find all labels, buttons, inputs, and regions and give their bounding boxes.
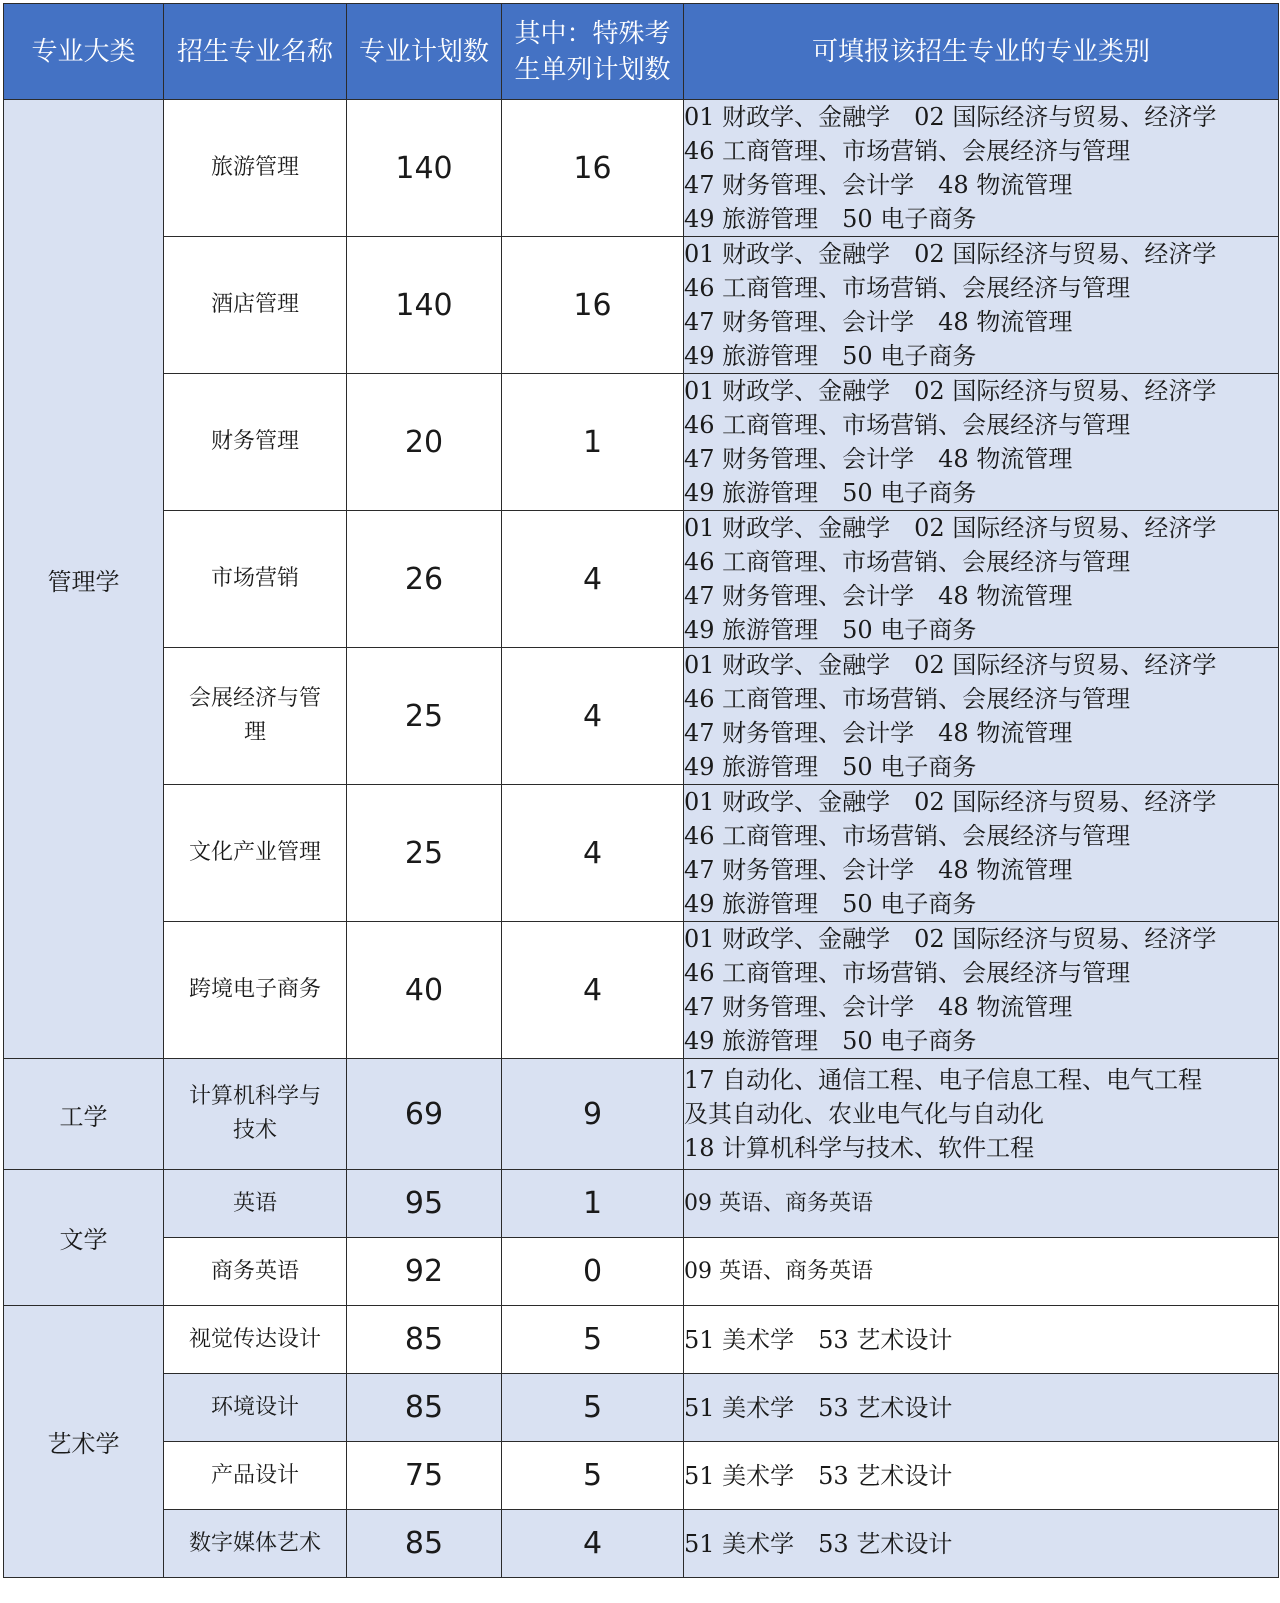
eligible-line: 47 财务管理、会计学 48 物流管理 <box>684 856 1073 884</box>
table-row <box>4 237 1279 374</box>
eligible-line: 49 旅游管理 50 电子商务 <box>684 342 977 370</box>
major-name: 文化产业管理 <box>164 785 347 922</box>
major-name-line2: 理 <box>243 720 266 745</box>
major-name: 旅游管理 <box>164 100 347 237</box>
plan-count: 40 <box>347 922 502 1059</box>
major-name: 产品设计 <box>164 1442 347 1510</box>
major-name: 跨境电子商务 <box>164 922 347 1059</box>
eligible-line: 01 财政学、金融学 02 国际经济与贸易、经济学 <box>684 514 1217 542</box>
plan-count: 69 <box>347 1059 502 1170</box>
eligible-line: 47 财务管理、会计学 48 物流管理 <box>684 582 1073 610</box>
eligible-categories: 51 美术学 53 艺术设计 <box>684 1306 1279 1374</box>
special-plan-count: 16 <box>502 100 684 237</box>
eligible-line: 46 工商管理、市场营销、会展经济与管理 <box>684 274 1131 302</box>
header-major-name: 招生专业名称 <box>164 4 347 100</box>
plan-count: 20 <box>347 374 502 511</box>
eligible-line: 47 财务管理、会计学 48 物流管理 <box>684 993 1073 1021</box>
eligible-categories <box>684 648 1279 785</box>
eligible-categories: 51 美术学 53 艺术设计 <box>684 1374 1279 1442</box>
eligible-categories: 09 英语、商务英语 <box>684 1170 1279 1238</box>
eligible-line: 01 财政学、金融学 02 国际经济与贸易、经济学 <box>684 240 1217 268</box>
special-plan-count: 1 <box>502 1170 684 1238</box>
eligible-line: 49 旅游管理 50 电子商务 <box>684 479 977 507</box>
eligible-categories <box>684 100 1279 237</box>
eligible-line: 及其自动化、农业电气化与自动化 <box>684 1100 1044 1128</box>
table-body <box>4 100 1279 1578</box>
header-special-line1: 其中：特殊考 <box>514 18 671 49</box>
special-plan-count: 4 <box>502 922 684 1059</box>
category-art: 艺术学 <box>4 1306 164 1578</box>
major-name: 市场营销 <box>164 511 347 648</box>
major-name: 财务管理 <box>164 374 347 511</box>
plan-count: 92 <box>347 1238 502 1306</box>
eligible-line: 47 财务管理、会计学 48 物流管理 <box>684 445 1073 473</box>
plan-count: 85 <box>347 1510 502 1578</box>
table-row <box>4 374 1279 511</box>
eligible-line: 47 财务管理、会计学 48 物流管理 <box>684 719 1073 747</box>
eligible-line: 46 工商管理、市场营销、会展经济与管理 <box>684 548 1131 576</box>
table-row <box>4 648 1279 785</box>
major-name: 商务英语 <box>164 1238 347 1306</box>
eligible-categories <box>684 1059 1279 1170</box>
table-row <box>4 1170 1279 1238</box>
major-name: 环境设计 <box>164 1374 347 1442</box>
major-name-line1: 计算机科学与 <box>188 1084 321 1109</box>
major-name: 数字媒体艺术 <box>164 1510 347 1578</box>
eligible-line: 17 自动化、通信工程、电子信息工程、电气工程 <box>684 1066 1203 1094</box>
eligible-line: 01 财政学、金融学 02 国际经济与贸易、经济学 <box>684 651 1217 679</box>
special-plan-count: 0 <box>502 1238 684 1306</box>
plan-count: 140 <box>347 237 502 374</box>
category-management: 管理学 <box>4 100 164 1059</box>
major-name-line2: 技术 <box>232 1118 277 1143</box>
major-name: 视觉传达设计 <box>164 1306 347 1374</box>
eligible-line: 01 财政学、金融学 02 国际经济与贸易、经济学 <box>684 103 1217 131</box>
table-header <box>4 4 1279 100</box>
eligible-line: 47 财务管理、会计学 48 物流管理 <box>684 308 1073 336</box>
eligible-line: 46 工商管理、市场营销、会展经济与管理 <box>684 959 1131 987</box>
eligible-categories <box>684 785 1279 922</box>
special-plan-count: 4 <box>502 648 684 785</box>
header-category: 专业大类 <box>4 4 164 100</box>
eligible-line: 01 财政学、金融学 02 国际经济与贸易、经济学 <box>684 788 1217 816</box>
table-row <box>4 1306 1279 1374</box>
table-row <box>4 511 1279 648</box>
eligible-categories: 51 美术学 53 艺术设计 <box>684 1510 1279 1578</box>
category-literature: 文学 <box>4 1170 164 1306</box>
eligible-line: 46 工商管理、市场营销、会展经济与管理 <box>684 685 1131 713</box>
table-row <box>4 1510 1279 1578</box>
eligible-line: 49 旅游管理 50 电子商务 <box>684 616 977 644</box>
special-plan-count: 5 <box>502 1306 684 1374</box>
special-plan-count: 16 <box>502 237 684 374</box>
plan-count: 85 <box>347 1306 502 1374</box>
eligible-categories <box>684 237 1279 374</box>
eligible-line: 49 旅游管理 50 电子商务 <box>684 753 977 781</box>
eligible-categories <box>684 922 1279 1059</box>
eligible-categories <box>684 511 1279 648</box>
eligible-categories: 51 美术学 53 艺术设计 <box>684 1442 1279 1510</box>
eligible-categories <box>684 374 1279 511</box>
eligible-line: 46 工商管理、市场营销、会展经济与管理 <box>684 822 1131 850</box>
eligible-line: 47 财务管理、会计学 48 物流管理 <box>684 171 1073 199</box>
eligible-line: 49 旅游管理 50 电子商务 <box>684 205 977 233</box>
special-plan-count: 5 <box>502 1442 684 1510</box>
table-row <box>4 1059 1279 1170</box>
major-name-line1: 会展经济与管 <box>188 686 321 711</box>
plan-count: 25 <box>347 648 502 785</box>
eligible-line: 01 财政学、金融学 02 国际经济与贸易、经济学 <box>684 925 1217 953</box>
major-name: 酒店管理 <box>164 237 347 374</box>
table-row <box>4 922 1279 1059</box>
special-plan-count: 9 <box>502 1059 684 1170</box>
header-row <box>4 4 1279 100</box>
special-plan-count: 1 <box>502 374 684 511</box>
plan-count: 95 <box>347 1170 502 1238</box>
plan-count: 26 <box>347 511 502 648</box>
table-row <box>4 785 1279 922</box>
category-engineering: 工学 <box>4 1059 164 1170</box>
header-eligible-categories: 可填报该招生专业的专业类别 <box>684 4 1279 100</box>
eligible-categories: 09 英语、商务英语 <box>684 1238 1279 1306</box>
table-row <box>4 100 1279 237</box>
plan-count: 75 <box>347 1442 502 1510</box>
eligible-line: 46 工商管理、市场营销、会展经济与管理 <box>684 137 1131 165</box>
table-row <box>4 1442 1279 1510</box>
header-special-plan <box>502 4 684 100</box>
plan-count: 140 <box>347 100 502 237</box>
eligible-line: 49 旅游管理 50 电子商务 <box>684 1027 977 1055</box>
plan-count: 85 <box>347 1374 502 1442</box>
table-row <box>4 1238 1279 1306</box>
major-name <box>164 1059 347 1170</box>
table-row <box>4 1374 1279 1442</box>
header-plan-count: 专业计划数 <box>347 4 502 100</box>
special-plan-count: 5 <box>502 1374 684 1442</box>
eligible-line: 46 工商管理、市场营销、会展经济与管理 <box>684 411 1131 439</box>
major-name <box>164 648 347 785</box>
major-name: 英语 <box>164 1170 347 1238</box>
plan-count: 25 <box>347 785 502 922</box>
special-plan-count: 4 <box>502 511 684 648</box>
eligible-line: 01 财政学、金融学 02 国际经济与贸易、经济学 <box>684 377 1217 405</box>
eligible-line: 18 计算机科学与技术、软件工程 <box>684 1134 1035 1162</box>
special-plan-count: 4 <box>502 1510 684 1578</box>
eligible-line: 49 旅游管理 50 电子商务 <box>684 890 977 918</box>
enrollment-plan-table <box>3 3 1279 1578</box>
special-plan-count: 4 <box>502 785 684 922</box>
header-special-line2: 生单列计划数 <box>514 54 671 85</box>
